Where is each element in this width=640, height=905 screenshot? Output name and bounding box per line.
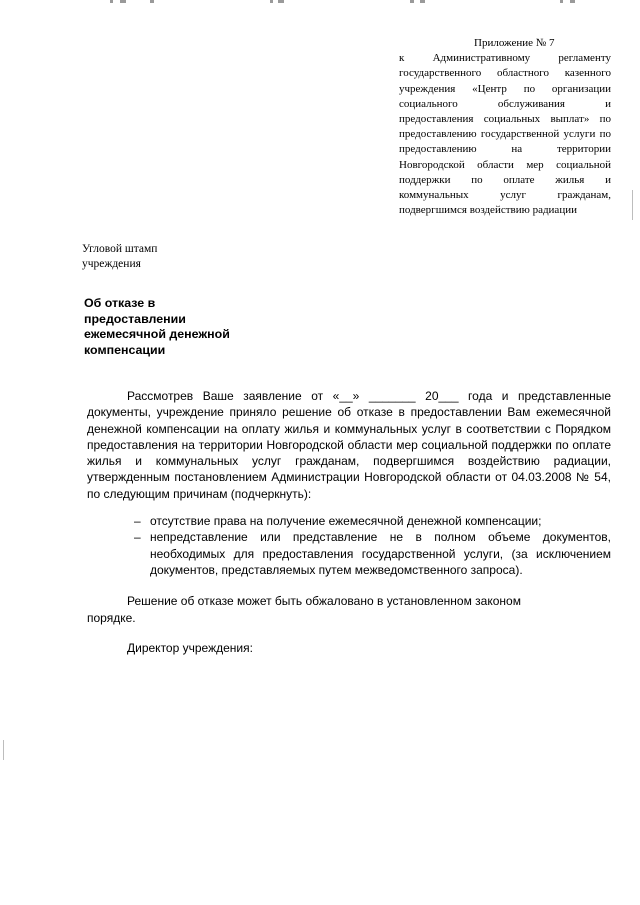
bullet-dash: –: [134, 530, 141, 545]
corner-stamp-placeholder: [82, 242, 282, 272]
letter-body: [87, 388, 611, 656]
list-item: [87, 513, 611, 529]
main-paragraph: Рассмотрев Ваше заявление от «__» _______ 20___ года и представленные документы, учреждение приняло решение об отказе в предоставлении Вам ежемесячной денежной компенсации на оплату жилья и коммунальных услуг в соответствии с Порядком предоставления на территории Новгородской области мер социальной поддержки по оплате жилья и коммунальных услуг гражданам, подвергшимся воздействию радиации, утвержденным постановлением Администрации Новгородской области от 04.03.2008 № 54, по следующим причинам (подчеркнуть):: [87, 389, 611, 501]
stamp-line-1: Угловой штамп: [82, 243, 158, 255]
scan-edge-mark: [632, 190, 633, 220]
director-signature-label: Директор учреждения:: [127, 640, 253, 655]
appendix-number: Приложение № 7: [474, 37, 555, 49]
subject-line-2: предоставлении: [84, 311, 186, 326]
bullet-dash: –: [134, 514, 141, 529]
document-subject: [84, 296, 274, 358]
list-item: [87, 529, 611, 578]
subject-line-4: компенсации: [84, 342, 166, 357]
reason-text: непредставление или представление не в полном объеме документов, необходимых для предоставления государственной услуги, (за исключением документов, представляемых путем межведомственного запроса).: [150, 530, 611, 577]
subject-line-1: Об отказе в: [84, 296, 156, 310]
stamp-line-2: учреждения: [82, 258, 141, 270]
appendix-header: [399, 36, 611, 218]
scan-edge-mark: [3, 740, 4, 760]
subject-line-3: ежемесячной денежной: [84, 327, 230, 342]
appendix-description: к Административному регламенту государственного областного казенного учреждения «Центр по организации социального обслуживания и предоставления социальных выплат» по предоставлению государственной услуги по предоставлению на территории Новгородской области мер социальной поддержки по оплате жилья и коммунальных услуг гражданам, подвергшимся воздействию радиации: [399, 52, 611, 217]
reason-text: отсутствие права на получение ежемесячной денежной компенсации;: [150, 514, 542, 529]
reasons-list: [87, 513, 611, 578]
appeal-note: Решение об отказе может быть обжаловано в установленном законом порядке.: [87, 594, 521, 625]
scan-artifact-marks: [110, 0, 610, 6]
